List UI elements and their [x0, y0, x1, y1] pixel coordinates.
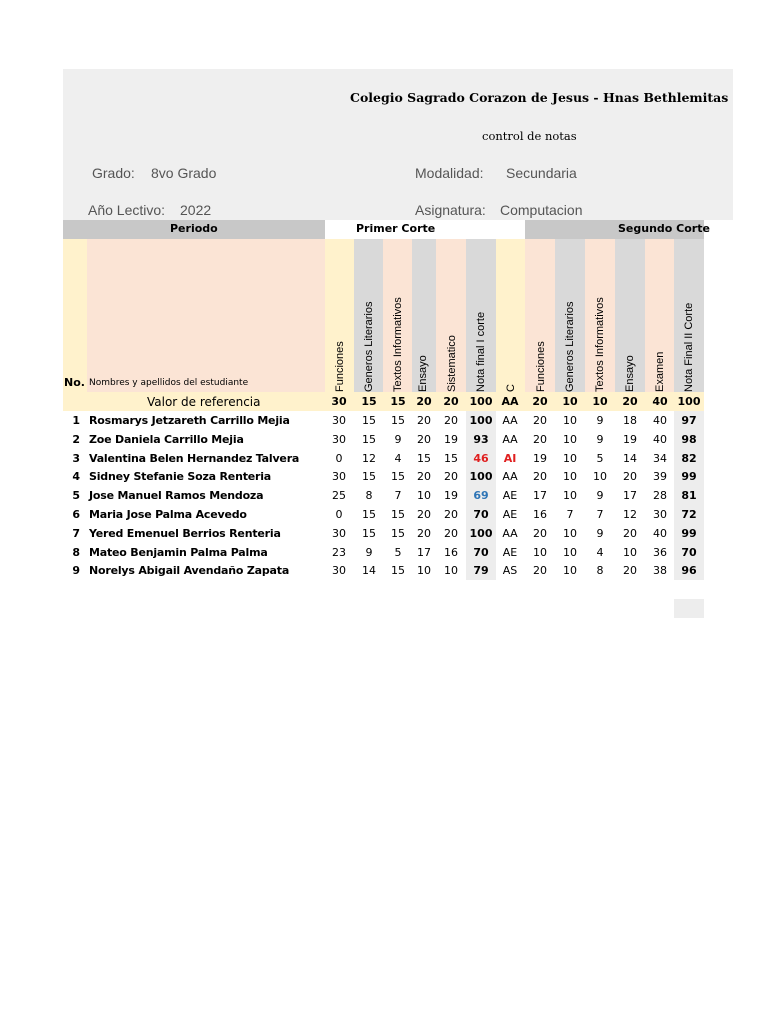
grade-cell: 70 — [473, 546, 489, 559]
grade-cell: 20 — [623, 470, 637, 483]
grade-cell: 93 — [473, 433, 489, 446]
grade-cell: 9 — [394, 433, 402, 446]
anio-value: 2022 — [180, 202, 212, 218]
grade-cell: 34 — [653, 452, 667, 465]
grade-cell: 30 — [332, 414, 346, 427]
grado-value: 8vo Grado — [151, 165, 217, 181]
grade-cell: 81 — [681, 489, 697, 502]
grade-cell: 36 — [653, 546, 667, 559]
row-number: 4 — [72, 470, 80, 483]
grade-cell: AE — [502, 546, 518, 559]
grade-cell: 18 — [623, 414, 637, 427]
grade-cell: 15 — [362, 433, 376, 446]
grade-cell: 20 — [417, 470, 431, 483]
grade-cell: 20 — [623, 527, 637, 540]
col-header-generos-1: Generos Literarios — [363, 301, 375, 392]
grade-cell: 69 — [473, 489, 489, 502]
col-header-ensayo-1: Ensayo — [417, 355, 429, 392]
grade-cell: 9 — [365, 546, 373, 559]
grade-cell: 10 — [593, 470, 607, 483]
grade-cell: 99 — [681, 470, 697, 483]
grade-cell: 20 — [444, 527, 458, 540]
grade-cell: 12 — [623, 508, 637, 521]
grade-cell: 70 — [473, 508, 489, 521]
grade-cell: 15 — [391, 564, 405, 577]
grade-cell: 10 — [417, 564, 431, 577]
grade-cell: 96 — [681, 564, 697, 577]
grade-cell: 19 — [444, 433, 458, 446]
grade-cell: 10 — [563, 452, 577, 465]
grade-cell: 20 — [417, 414, 431, 427]
names-header: Nombres y apellidos del estudiante — [89, 378, 249, 388]
row-number: 9 — [72, 564, 80, 577]
reference-value: 20 — [416, 395, 432, 408]
grade-cell: 9 — [596, 414, 604, 427]
grade-cell: 46 — [473, 452, 489, 465]
sheet-subtitle: control de notas — [482, 129, 577, 143]
reference-label: Valor de referencia — [147, 395, 261, 409]
reference-value: 30 — [331, 395, 347, 408]
grade-cell: 0 — [335, 508, 343, 521]
grade-cell: AS — [502, 564, 518, 577]
empty-gray-cell — [674, 599, 704, 618]
grade-cell: 100 — [469, 527, 493, 540]
grade-cell: 20 — [417, 527, 431, 540]
grade-cell: 10 — [417, 489, 431, 502]
grade-cell: 10 — [563, 414, 577, 427]
row-number: 7 — [72, 527, 80, 540]
grade-cell: 20 — [533, 414, 547, 427]
grade-cell: 20 — [444, 414, 458, 427]
grade-cell: 14 — [623, 452, 637, 465]
grade-cell: 12 — [362, 452, 376, 465]
grade-cell: 99 — [681, 527, 697, 540]
reference-value: 20 — [443, 395, 459, 408]
band-no-cell — [63, 220, 87, 239]
grade-cell: 10 — [444, 564, 458, 577]
grade-cell: 5 — [394, 546, 402, 559]
grade-cell: 20 — [444, 470, 458, 483]
grade-cell: 4 — [394, 452, 402, 465]
grade-cell: 8 — [596, 564, 604, 577]
grade-cell: 15 — [391, 414, 405, 427]
col-header-funciones-2: Funciones — [535, 341, 547, 392]
segundo-corte-label: Segundo Corte — [618, 222, 710, 235]
reference-value: 100 — [677, 395, 701, 408]
grade-cell: 15 — [362, 508, 376, 521]
student-name: Mateo Benjamin Palma Palma — [89, 546, 268, 559]
grade-cell: 30 — [653, 508, 667, 521]
grade-cell: AA — [502, 414, 518, 427]
grade-cell: 14 — [362, 564, 376, 577]
modalidad-value: Secundaria — [506, 165, 577, 181]
grade-cell: 40 — [653, 414, 667, 427]
primer-corte-label: Primer Corte — [356, 222, 436, 235]
grade-cell: 17 — [417, 546, 431, 559]
grade-cell: 7 — [394, 489, 402, 502]
grade-cell: 10 — [563, 433, 577, 446]
grade-cell: 97 — [681, 414, 697, 427]
grade-cell: 9 — [596, 433, 604, 446]
row-number: 6 — [72, 508, 80, 521]
student-name: Maria Jose Palma Acevedo — [89, 508, 247, 521]
grade-cell: 10 — [563, 527, 577, 540]
grade-cell: 15 — [362, 527, 376, 540]
student-name: Sidney Stefanie Soza Renteria — [89, 470, 272, 483]
student-name: Zoe Daniela Carrillo Mejia — [89, 433, 244, 446]
grade-cell: 30 — [332, 564, 346, 577]
grade-cell: AE — [502, 508, 518, 521]
grade-cell: 17 — [623, 489, 637, 502]
grade-cell: 19 — [533, 452, 547, 465]
grade-cell: AA — [502, 527, 518, 540]
grade-cell: 79 — [473, 564, 489, 577]
grade-cell: 8 — [365, 489, 373, 502]
grade-cell: 7 — [566, 508, 574, 521]
col-header-ensayo-2: Ensayo — [624, 355, 636, 392]
col-header-generos-2: Generos Literarios — [564, 301, 576, 392]
student-name: Jose Manuel Ramos Mendoza — [89, 489, 264, 502]
reference-value: 100 — [469, 395, 493, 408]
grade-cell: 10 — [563, 489, 577, 502]
col-header-nota-final-2: Nota Final II Corte — [683, 302, 695, 392]
no-header: No. — [64, 376, 85, 389]
grade-cell: 38 — [653, 564, 667, 577]
row-number: 5 — [72, 489, 80, 502]
grade-cell: 10 — [563, 564, 577, 577]
grade-cell: 9 — [596, 527, 604, 540]
grade-cell: 19 — [444, 489, 458, 502]
row-number: 3 — [72, 452, 80, 465]
row-number: 2 — [72, 433, 80, 446]
grade-cell: 20 — [533, 527, 547, 540]
grade-cell: 30 — [332, 470, 346, 483]
grade-cell: 10 — [623, 546, 637, 559]
grade-cell: 19 — [623, 433, 637, 446]
grade-cell: 40 — [653, 433, 667, 446]
grade-cell: 25 — [332, 489, 346, 502]
header-no-col — [63, 239, 87, 392]
reference-value: AA — [501, 395, 519, 408]
col-header-textos-1: Textos Informativos — [392, 297, 404, 392]
grade-cell: 20 — [533, 564, 547, 577]
reference-value: 20 — [532, 395, 548, 408]
grade-cell: 100 — [469, 414, 493, 427]
col-header-examen: Examen — [654, 351, 666, 392]
student-name: Norelys Abigail Avendaño Zapata — [89, 564, 290, 577]
reference-value: 10 — [592, 395, 608, 408]
grade-cell: 39 — [653, 470, 667, 483]
student-name: Valentina Belen Hernandez Talvera — [89, 452, 300, 465]
col-header-funciones-1: Funciones — [334, 341, 346, 392]
grade-cell: 23 — [332, 546, 346, 559]
grade-cell: 4 — [596, 546, 604, 559]
grade-cell: 82 — [681, 452, 697, 465]
modalidad-label: Modalidad: — [415, 165, 484, 181]
grade-cell: 100 — [469, 470, 493, 483]
grade-cell: 20 — [533, 433, 547, 446]
grade-cell: 30 — [332, 433, 346, 446]
grade-cell: AI — [503, 452, 517, 465]
row-number: 8 — [72, 546, 80, 559]
reference-value: 40 — [652, 395, 668, 408]
grade-cell: 20 — [533, 470, 547, 483]
grade-cell: 20 — [444, 508, 458, 521]
col-header-nota-final-1: Nota final I corte — [475, 311, 487, 392]
grade-cell: 40 — [653, 527, 667, 540]
grade-cell: 20 — [417, 508, 431, 521]
grado-label: Grado: — [92, 165, 135, 181]
grade-cell: 20 — [417, 433, 431, 446]
reference-value: 10 — [562, 395, 578, 408]
grade-cell: 20 — [623, 564, 637, 577]
grade-cell: 98 — [681, 433, 697, 446]
grade-cell: 16 — [533, 508, 547, 521]
grade-cell: 15 — [362, 470, 376, 483]
asignatura-value: Computacion — [500, 202, 583, 218]
col-header-sistematico: Sistematico — [446, 335, 458, 392]
grade-cell: 15 — [391, 527, 405, 540]
anio-label: Año Lectivo: — [88, 202, 166, 218]
school-title: Colegio Sagrado Corazon de Jesus - Hnas Bethlemitas — [350, 90, 729, 105]
student-name: Rosmarys Jetzareth Carrillo Mejia — [89, 414, 290, 427]
header-names-col — [87, 239, 325, 392]
grade-cell: 10 — [563, 546, 577, 559]
grade-cell: 15 — [391, 470, 405, 483]
grade-cell: 7 — [596, 508, 604, 521]
grade-cell: 15 — [417, 452, 431, 465]
periodo-label: Periodo — [170, 222, 218, 235]
grade-cell: 10 — [563, 470, 577, 483]
asignatura-label: Asignatura: — [415, 202, 486, 218]
grade-cell: 17 — [533, 489, 547, 502]
grade-cell: 30 — [332, 527, 346, 540]
grade-cell: 15 — [362, 414, 376, 427]
grade-cell: 15 — [444, 452, 458, 465]
grade-cell: AA — [502, 470, 518, 483]
grade-cell: 16 — [444, 546, 458, 559]
reference-value: 15 — [361, 395, 377, 408]
grade-cell: 10 — [533, 546, 547, 559]
grade-cell: 72 — [681, 508, 697, 521]
row-number: 1 — [72, 414, 80, 427]
grade-cell: AA — [502, 433, 518, 446]
col-header-c: C — [505, 384, 517, 392]
grade-cell: 0 — [335, 452, 343, 465]
reference-value: 15 — [390, 395, 406, 408]
grade-cell: 5 — [596, 452, 604, 465]
grade-cell: 28 — [653, 489, 667, 502]
grade-cell: 9 — [596, 489, 604, 502]
grade-cell: AE — [502, 489, 518, 502]
grade-cell: 15 — [391, 508, 405, 521]
reference-value: 20 — [622, 395, 638, 408]
col-header-textos-2: Textos Informativos — [594, 297, 606, 392]
grade-cell: 70 — [681, 546, 697, 559]
student-name: Yered Emenuel Berrios Renteria — [89, 527, 281, 540]
